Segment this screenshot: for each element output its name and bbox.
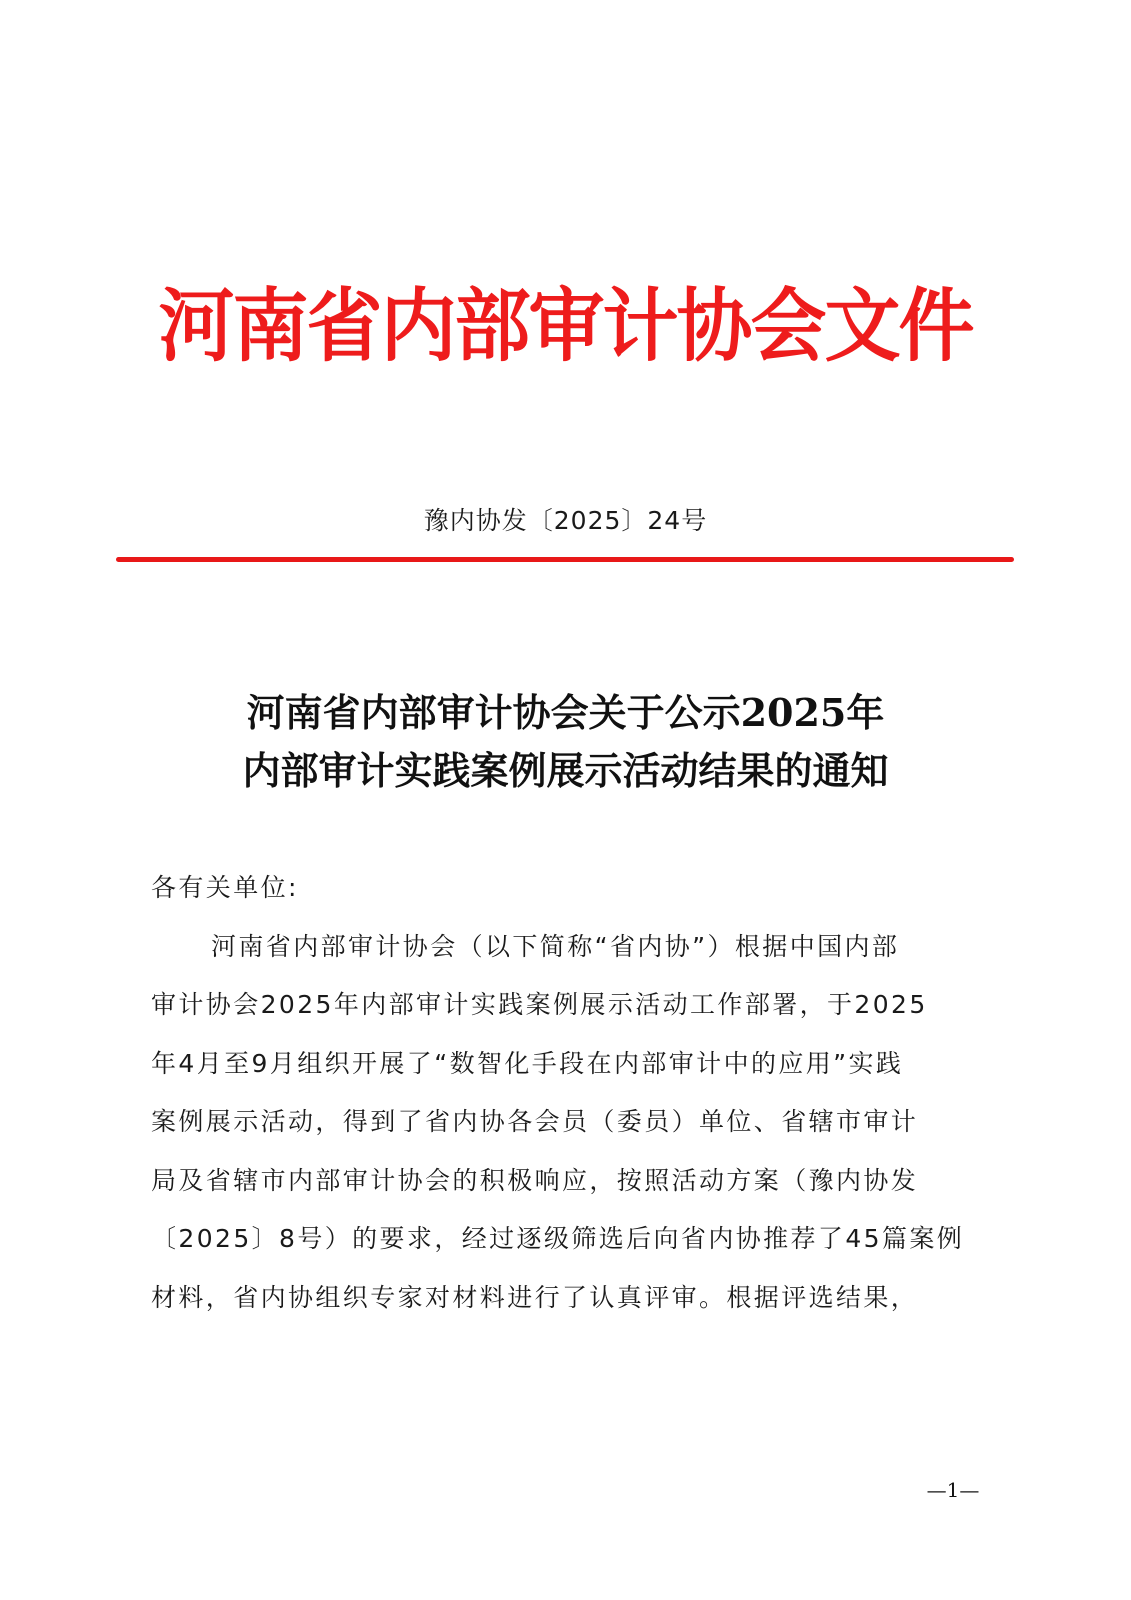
document-title-line-1: 河南省内部审计协会关于公示2025年	[246, 690, 885, 735]
body-line-3: 年4月至9月组织开展了“数智化手段在内部审计中的应用”实践	[151, 1048, 904, 1078]
salutation: 各有关单位:	[151, 873, 299, 902]
page-number: —1—	[926, 1478, 980, 1502]
body-line-1: 河南省内部审计协会（以下简称“省内协”）根据中国内部	[211, 931, 900, 961]
document-body	[151, 870, 1001, 1338]
masthead-title: 河南省内部审计协会文件	[158, 278, 973, 373]
body-line-2: 审计协会2025年内部审计实践案例展示活动工作部署，于2025	[151, 990, 928, 1019]
body-line-5: 局及省辖市内部审计协会的积极响应，按照活动方案（豫内协发	[151, 1165, 919, 1195]
body-line-7: 材料，省内协组织专家对材料进行了认真评审。根据评选结果，	[151, 1282, 919, 1312]
body-line-4: 案例展示活动，得到了省内协各会员（委员）单位、省辖市审计	[151, 1107, 919, 1136]
document-title	[0, 684, 1131, 800]
document-number: 豫内协发〔2025〕24号	[423, 506, 708, 535]
red-divider-rule	[116, 557, 1014, 562]
document-title-line-2: 内部审计实践案例展示活动结果的通知	[242, 748, 889, 793]
body-line-6: 〔2025〕8号）的要求，经过逐级筛选后向省内协推荐了45篇案例	[151, 1224, 965, 1253]
